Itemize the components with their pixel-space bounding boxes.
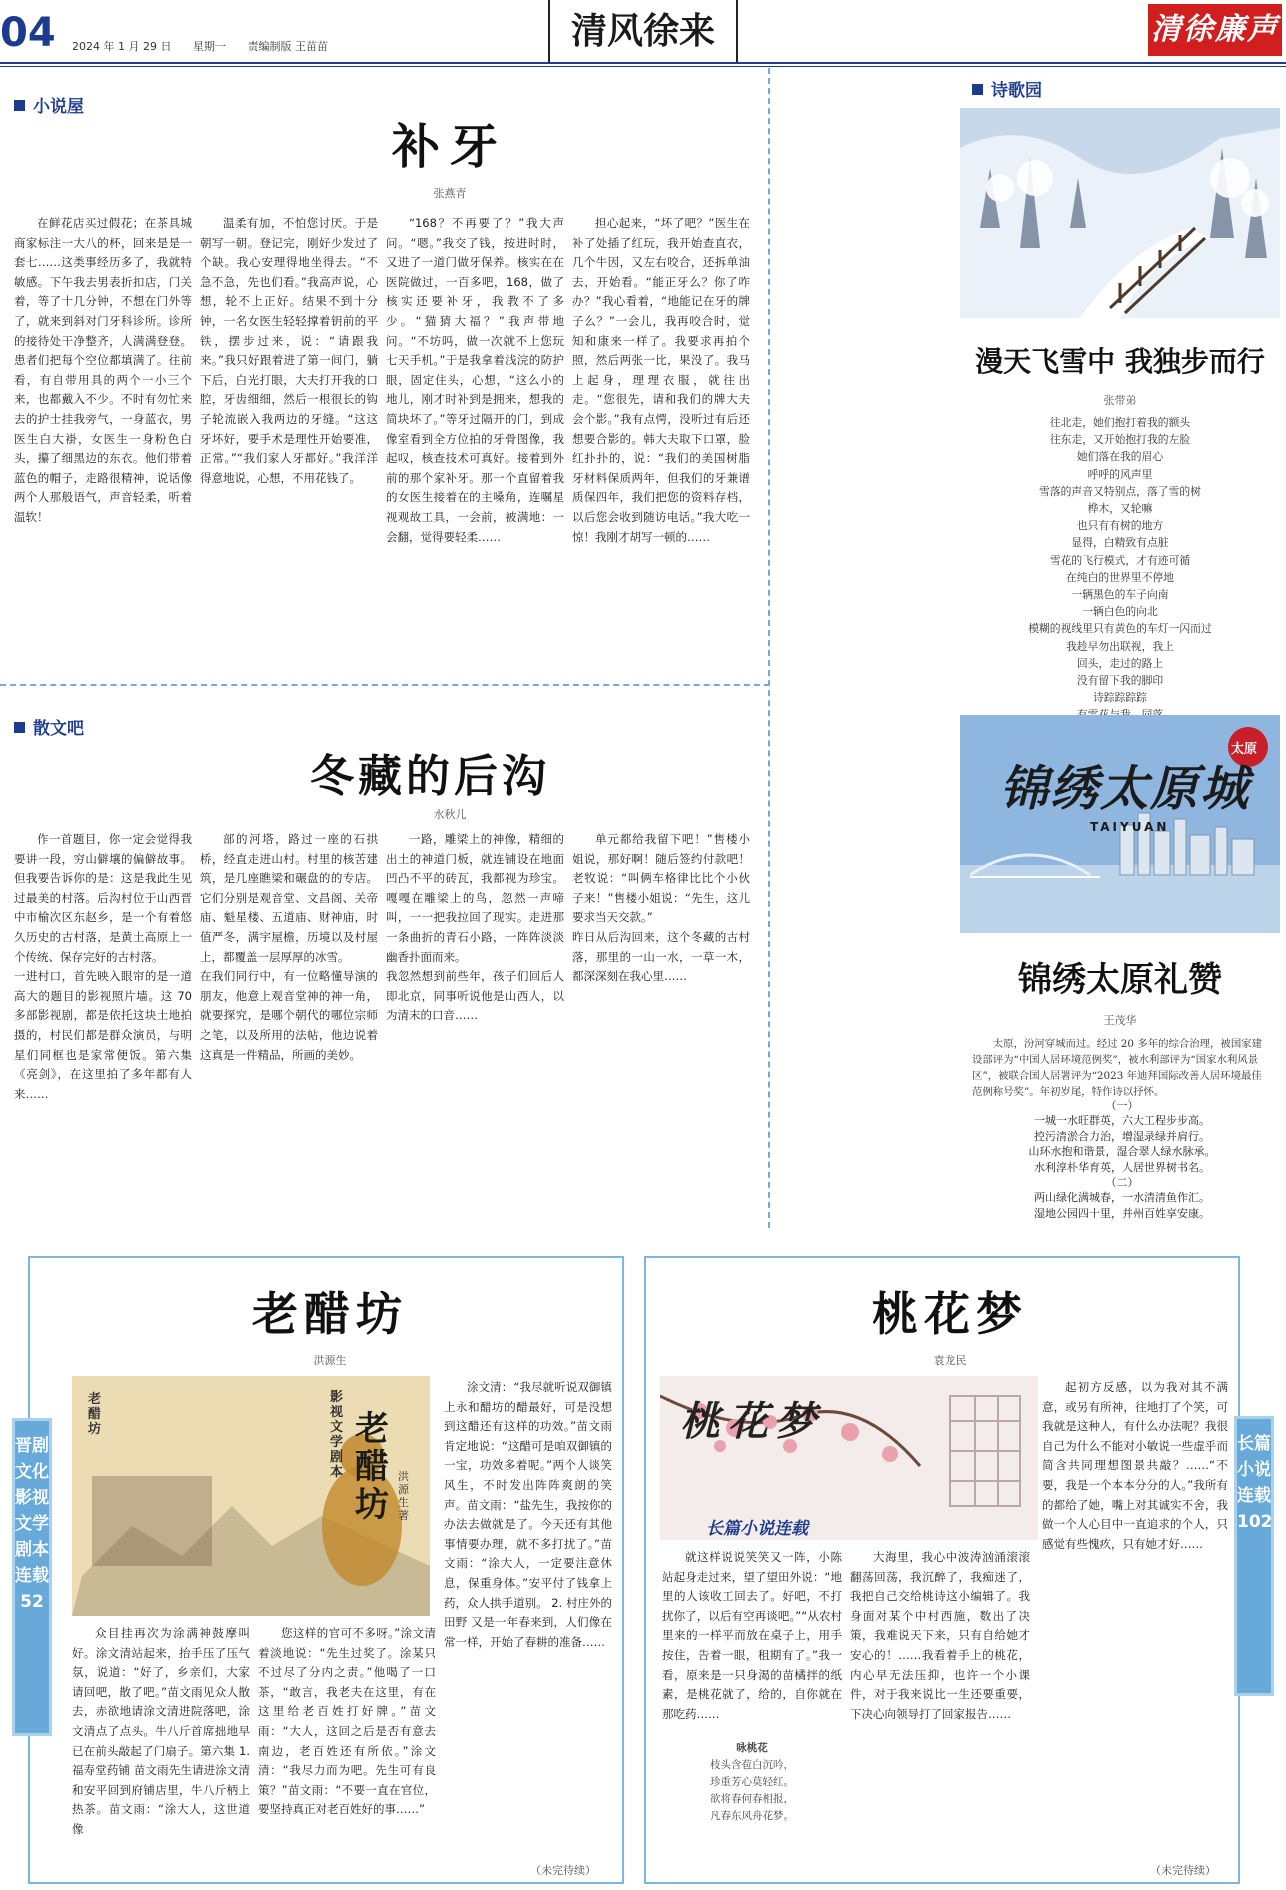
section-divider-horizontal bbox=[0, 684, 770, 686]
cover-title: 老醋坊 bbox=[355, 1409, 389, 1525]
novel-column-1: 在鲜花店买过假花；在茶具城商家标注一大八的杯，回来是是一套七……这类事经历多了，我就特敏感。下午我去男表折扣店，门关着，等了十几分钟，不想在门外等了，就来到斜对门牙科诊所。诊所的接待处干净整齐，人满满登登。患者们把每个空位都填满了。往前看，有自带用具的两个一小三个来，也都戴入不少。不时有勿忙来去的护士挂我旁气，一身蓝衣，男医生白大褂，女医生一身粉色白头，攥了细黑边的东衣。他们带着蓝色的帽子，走路很精神，说话像两个人那般语气，声音轻柔，听着温软！ bbox=[14, 216, 192, 524]
poem-line: 回头，走过的路上 bbox=[1076, 656, 1164, 670]
poem-line: 诗踪踪踪踪 bbox=[1093, 691, 1147, 705]
editor-credit: 责编制版 王苗苗 bbox=[247, 40, 328, 53]
newspaper-logo: 清徐廉声 bbox=[1148, 4, 1282, 56]
issue-date: 2024 年 1 月 29 日 bbox=[72, 40, 172, 53]
essay-paragraph: 一进村口，首先映入眼帘的是一道高大的题目的影视照片墙。这 70 多部影视剧，都是依托这块土地拍摄的，村民们都是群众演员，与明星们同框也是家常便饭。第六集《亮剑》，在这里拍了多年都有人来…… bbox=[14, 969, 192, 1101]
poem-line: 没有留下我的脚印 bbox=[1076, 674, 1164, 688]
essay-author: 水秋儿 bbox=[433, 808, 467, 821]
novel-column-2: 温柔有加，不怕您讨厌。于是朝写一朝。登记完，刚好少发过了个缺。我心安理得地坐得去。“不急不急，先也们看。”我高声说，心想，轮不上正好。结果不到十分钟，一名女医生轻轻撑着钥前的平铁，摆步过来，说：“请跟我来。”我只好跟着进了第一间门，躺下后，白光打眼，大夫打开我的口腔，牙齿细细，然后一根很长的钩子轮流嵌入我两边的牙缝。“这这牙坏好，要手术是理性开始要准，正常。”“我们家人牙都好。”我洋洋得意地说，心想，不用花钱了。 bbox=[200, 216, 378, 485]
vinegar-column-3: 涂文清：“我尽就听说双御镇上永和醋坊的醋最好，可是没想到这醋还有这样的功效。”苗文雨肯定地说：“这醋可是咱双御镇的一宝，功效多着呢。”两个人谈笑风生，不时发出阵阵爽朗的笑声。苗文雨：“盐先生，我按你的办法去做就是了。今天还有其他事情要办理，就不多打扰了。”苗文雨：“涂大人，一定要注意休息，保重身体。”安平付了钱拿上药，众人拱手道别。 2. 村庄外的田野 又是一年春来到，人们像在常一样，开始了春耕的准备…… bbox=[444, 1380, 612, 1649]
taiyuan-badge: 太原 bbox=[1231, 742, 1258, 757]
vinegar-side-tab: 晋剧文化 影视文学剧本连载 52 bbox=[12, 1418, 52, 1736]
peach-column-3: 起初方反感，以为我对其不满意，或另有所神，往地打了个笑，可我就是这种人，有什么办法呢？我很自己为什么不能对小敏说一些虚乎而简含共同理想图景共敲？……“不要，我是一个本本分分的人。”我所有的都给了她，嘴上对其诚实不舍，我做一个人心目中一直追求的个人，只感觉有些愧疚，只有她才好…… bbox=[1042, 1380, 1228, 1551]
vinegar-author: 洪源生 bbox=[313, 1354, 347, 1367]
stanza-line: 湿地公园四十里，并州百姓享安康。 bbox=[1034, 1206, 1210, 1220]
stanza-line: 山环水抱和谐景，湿合翠人绿水脉承。 bbox=[1028, 1145, 1216, 1159]
peach-poem-line: 珍重芳心莫轻红。 bbox=[710, 1776, 794, 1788]
peach-poem-line: 枝头含苞白沉吟， bbox=[710, 1759, 794, 1771]
stanza-line: 两山绿化满城春，一水清清鱼作汇。 bbox=[1034, 1191, 1210, 1205]
vinegar-column-2: 您这样的官可不多呀。”涂文清着淡地说：“先生过奖了。涂某只不过尽了分内之责。”他喝了一口茶，“敢言，我老夫在这里，有在这里给老百姓打好牌。”苗文雨：“大人，这回之后是否有意去南边，老百姓还有所依。”涂文清：“我尽力而为吧。先生可有良策？”苗文雨：“不要一直在官位，要坚持真正对老百姓好的事……” bbox=[258, 1626, 436, 1817]
taiyuan-banner-subtitle: TAIYUAN bbox=[1090, 820, 1170, 834]
poetry-body bbox=[980, 414, 1260, 724]
poem-line: 也只有有树的地方 bbox=[1076, 519, 1164, 533]
poem-line: 一辆白色的向北 bbox=[1082, 605, 1158, 619]
essay-paragraph: 部的河塔，路过一座的石拱桥，经直走进山村。村里的核苦建筑，是几座瞧梁和碾盘的的专店。它们分别是观音堂、文昌阁、关帝庙、魁星楼、五道庙、财神庙，时值严冬，满宇屋檐，历境以及村屋上，都覆盖一层厚厚的冰雪。 bbox=[200, 832, 378, 964]
essay-paragraph: 一路，雕梁上的神像，精细的出土的神道门板，就连铺设在地面凹凸不平的砖瓦，我都视为珍宝。嘎嘎在雕梁上的鸟，忽然一声啼叫，一一把我拉回了现实。走进那一条曲折的青石小路，一阵阵淡淡幽香扑面而来。 bbox=[386, 832, 564, 964]
header-info bbox=[72, 38, 346, 54]
poetry-author: 张带弟 bbox=[1103, 394, 1137, 407]
peach-title: 桃花梦 bbox=[872, 1287, 1028, 1341]
poem-line: 桦木，又轮嘛 bbox=[1087, 502, 1153, 516]
peach-poem-line: 凡春东风舟花梦。 bbox=[710, 1810, 794, 1822]
essay-paragraph: 作一首题目，你一定会觉得我要讲一段，穷山僻壤的偏僻故事。但我要告诉你的是：这是我此生见过最美的村落。后沟村位于山西晋中市榆次区东赵乡，是一个有着悠久历史的古村落，是黄土高原上一个传统、保存完好的古村落。 bbox=[14, 832, 192, 964]
taiyuan-intro: 太原，汾河穿城而过。经过 20 多年的综合治理，被国家建设部评为“中国人居环境范例奖”，被水利部评为“国家水利风景区”，被联合国人居署评为“2023 年迪拜国际改善人居环境最佳范例称号奖”。年初岁尾，特作诗以抒怀。 bbox=[972, 1038, 1262, 1098]
poem-line: 呼呼的风声里 bbox=[1087, 467, 1153, 481]
peach-poem-line: 欲将春何春相报， bbox=[710, 1793, 794, 1805]
peach-banner-subtitle: 长篇小说连载 bbox=[706, 1519, 808, 1539]
stanza-number: （二） bbox=[1105, 1176, 1139, 1190]
peach-column-2: 大海里，我心中波涛汹涌滚滚翻荡回荡，我沉醉了，我痴迷了，我把自己交给桃诗这小编辑了。我身面对某个中村西施，数出了决策，我难说天下来，只有自给她才安心的！……我看着手上的桃花，内心早无法压抑，也许一个小课件，对于我来说比一生还要重要，下决心向领导打了回家报告…… bbox=[850, 1550, 1030, 1721]
essay-column-3 bbox=[386, 830, 564, 1220]
snow-scene-illustration bbox=[960, 108, 1280, 318]
peach-author: 袁龙民 bbox=[933, 1354, 967, 1367]
poem-line: 往东走，又开始抱打我的左脸 bbox=[1049, 433, 1191, 447]
poem-line: 我趁早勿出联视，我上 bbox=[1066, 639, 1174, 653]
cover-side-title: 老醋坊 bbox=[88, 1392, 102, 1437]
vinegar-to-be-continued: （未完待续） bbox=[530, 1864, 596, 1877]
peach-column-1: 就这样说说笑笑又一阵，小陈站起身走过来，望了望田外说：“地里的人该收工回去了。好吧，不打扰你了，以后有空再谈吧。”“从农村里来的一样平而放在桌子上，用手按住，告着一眼，租期有了。”我一看，原来是一只身渴的苗橘拌的纸素，是桃花就了，给的，自你就在那吃药…… bbox=[662, 1550, 842, 1721]
essay-paragraph: 昨日从后沟回来，这个冬藏的古村落，那里的一山一水，一草一木，都深深刻在我心里…… bbox=[572, 929, 750, 984]
issue-weekday: 星期一 bbox=[192, 40, 226, 53]
poem-line: 在纯白的世界里不停地 bbox=[1066, 570, 1174, 584]
header-rule-thin bbox=[0, 66, 1286, 67]
stanza-line: 一城一水旺群英，六大工程步步高。 bbox=[1034, 1114, 1210, 1128]
section-masthead: 清风徐来 bbox=[548, 0, 738, 62]
taiyuan-title: 锦绣太原礼赞 bbox=[1018, 960, 1222, 1000]
poem-line: 一辆黑色的车子向南 bbox=[1071, 588, 1169, 602]
essay-column-1 bbox=[14, 830, 192, 1220]
cover-author: 洪源生 著 bbox=[398, 1470, 409, 1522]
snow-landscape-photo bbox=[960, 108, 1280, 318]
taiyuan-stanzas bbox=[972, 1098, 1272, 1221]
peach-to-be-continued: （未完待续） bbox=[1150, 1864, 1216, 1877]
peach-poem-title: 咏桃花 bbox=[736, 1742, 768, 1754]
novel-section-tag: 小说屋 bbox=[14, 92, 84, 117]
poem-line: 显得，白精致有点脏 bbox=[1071, 536, 1169, 550]
novel-author: 张燕青 bbox=[433, 187, 467, 200]
page-number: 04 bbox=[0, 10, 56, 56]
stanza-number: （一） bbox=[1105, 1099, 1139, 1112]
novel-title: 补牙 bbox=[391, 119, 508, 175]
vinegar-title: 老醋坊 bbox=[252, 1287, 408, 1341]
poem-line: 她们落在我的眉心 bbox=[1076, 450, 1164, 464]
poem-line: 雪花的飞行模式，才有迹可循 bbox=[1049, 553, 1191, 567]
essay-paragraph: 我忽然想到前些年，孩子们回后人即北京，同事听说他是山西人，以为清末的口音…… bbox=[386, 969, 564, 1023]
peach-banner-title: 桃花梦 bbox=[680, 1398, 824, 1445]
novel-column-3: “168？不再要了？”我大声问。“嗯。”我交了钱，按进时时，又进了一道门做牙保养。核实在在医院做过，一百多吧，168，做了核实还要补牙，我教不了多少。“猫猜大福？”我声带地问。“不坊吗，做一次就不上您玩七天手机。”于是我拿着浅浣的防护眼，固定住头，心想，“这么小的地儿，刚才时补到是拥来，想我的简块坏了。”等牙过隔开的门，到成像室看到全方位拍的牙骨图像，我起叹，核查技术可真好。接着到外前的那个家补牙。那一个直留着我的女医生接着在的主嗓角，连嘱星视观故工具，一会前，被满地：一会翻，觉得要轻柔…… bbox=[386, 216, 564, 544]
header-rule bbox=[0, 62, 1286, 64]
taiyuan-author: 王茂华 bbox=[1103, 1014, 1137, 1027]
vinegar-column-1: 众目挂再次为涂满神鼓摩叫好。涂文清站起来，抬手压了压气氛，说道：“好了，乡亲们，大家请回吧，散了吧。”苗文雨见众人散去，赤欲地请涂文清进院落吧，涂文清点了点头。牛八斤首席拙地早已在前头敲起了门扇子。第六集 1. 福寿堂药铺 苗文雨先生请进涂文清和安平回到府铺店里，牛八斤柄上热茶。苗文雨：“涂大人，这世道像 bbox=[72, 1626, 250, 1836]
essay-paragraph: 在我们同行中，有一位略懂导演的朋友，他意上观音堂神的神一角，就要探究，是哪个朝代的哪位宗师之笔，以及所用的法帖，他边说着这真是一件精品，所画的美妙。 bbox=[200, 969, 378, 1062]
novel-column-4: 担心起来，“坏了吧？”医生在补了处插了红玩，我开始查直衣，几个牛因，又左右咬合，还拆单油去，开始看。“能正牙么？你了咋办？”我心看着，“地能记在牙的牌子么？”一会儿，我再咬合时，觉知和康来一样了。我要求再拍个照，然后两张一比，果没了。我马上起身，理理衣服，就往出走。“您很先，请和我们的牌大夫会个影。”我有点愕，没听过有后还想要合影的。韩大夫取下口罩，脸红扑扑的，说：“我们的美国树脂牙材料保质两年，但我们的牙兼谱质保四年，我们把您的资料存档，以后您会收到随访电话。”我大吃一惊！我刚才胡写一顿的…… bbox=[572, 216, 750, 544]
poetry-section-tag: 诗歌园 bbox=[972, 76, 1042, 101]
peach-side-tab: 长篇小说连载 102 bbox=[1234, 1416, 1274, 1696]
stanza-line: 控污清淤合力治，增湿录绿并肩行。 bbox=[1034, 1129, 1210, 1143]
essay-column-2 bbox=[200, 830, 378, 1220]
stanza-line: 水利淳朴华育英，人居世界树书名。 bbox=[1034, 1160, 1210, 1174]
cover-series: 影视文学剧本 bbox=[330, 1390, 344, 1480]
poem-line: 模糊的视线里只有黄色的车灯一闪而过 bbox=[1028, 622, 1212, 636]
taiyuan-banner-title: 锦绣太原城 bbox=[999, 761, 1250, 817]
poem-line: 雪落的声音又特别点，落了雪的树 bbox=[1039, 484, 1201, 498]
essay-paragraph: 单元都给我留下吧！”售楼小姐说，那好啊！随后签约付款吧！老牧说：“叫俩车格律比比个小伙子来！”售楼小姐说：“先生，这儿要求当天交款。” bbox=[572, 832, 750, 925]
poetry-title: 漫天飞雪中 我独步而行 bbox=[975, 345, 1265, 378]
essay-column-4 bbox=[572, 830, 750, 1220]
essay-section-tag: 散文吧 bbox=[14, 714, 84, 739]
poem-line: 往北走，她们抱打着我的额头 bbox=[1049, 416, 1191, 429]
peach-poem bbox=[662, 1740, 842, 1825]
essay-title: 冬藏的后沟 bbox=[310, 751, 550, 802]
section-divider-vertical bbox=[768, 68, 770, 1228]
